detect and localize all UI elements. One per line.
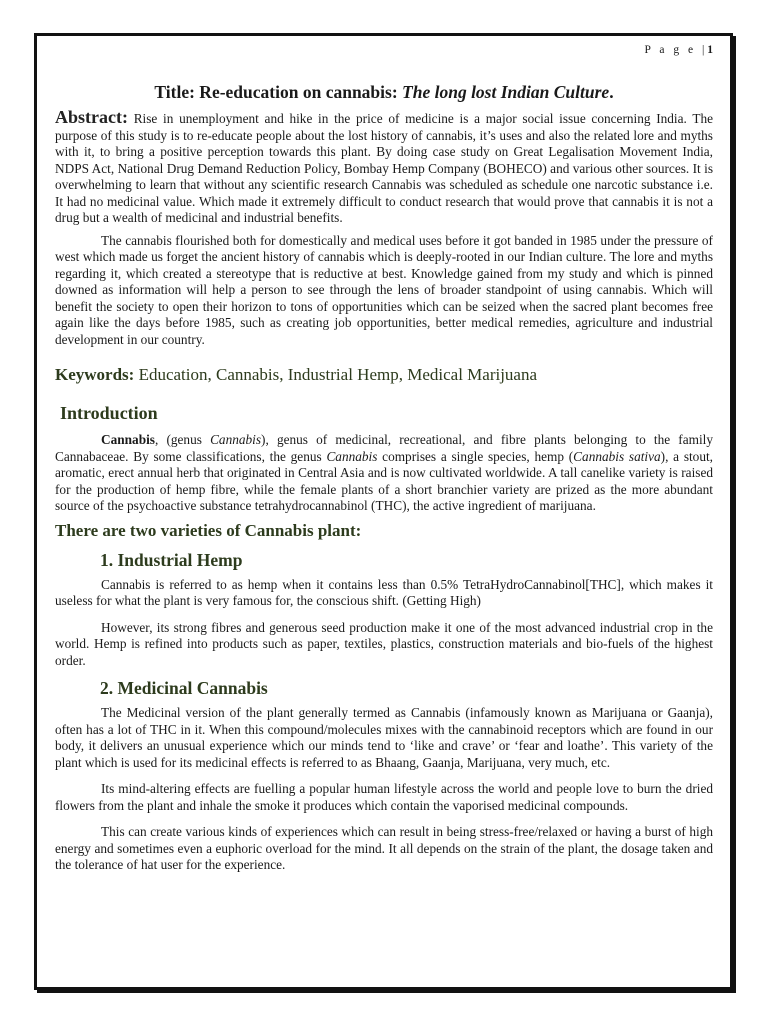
page-number-value: 1 bbox=[707, 44, 713, 56]
intro-text-1: , (genus bbox=[154, 432, 211, 447]
document-content bbox=[55, 40, 713, 874]
introduction-paragraph bbox=[55, 432, 713, 515]
title-plain: Title: Re-education on cannabis: bbox=[154, 82, 403, 102]
intro-genus-italic: Cannabis bbox=[210, 432, 262, 447]
industrial-hemp-paragraph-2: However, its strong fibres and generous seed production make it one of the most advanced industrial crop in the world. Hemp is refined into products such as paper, textiles, plastics, construction materials and bio-fuels of the highest order. bbox=[55, 619, 713, 668]
keywords-text: Education, Cannabis, Industrial Hemp, Medical Marijuana bbox=[134, 365, 538, 384]
document-title bbox=[55, 82, 713, 103]
medicinal-cannabis-paragraph-1: The Medicinal version of the plant generally termed as Cannabis (infamously known as Marijuana or Gaanja), often has a lot of THC in it. When this compound/molecules mixes with the cannabinoid receptors which are found in our body, it delivers an unusual experience which our minds tend to ‘like and crave’ or ‘fear and loathe’. This variety of the plant which is used for its medicinal effects is referred to as Bhaang, Gaanja, Marijuana, very much, etc. bbox=[55, 705, 713, 770]
industrial-hemp-paragraph-1: Cannabis is referred to as hemp when it contains less than 0.5% TetraHydroCannabinol[THC], which makes it useless for what the plant is very famous for, the conscious shift. (Getting High) bbox=[55, 576, 713, 608]
keywords-label: Keywords: bbox=[55, 365, 135, 384]
intro-text-3: comprises a single species, hemp ( bbox=[377, 448, 574, 464]
intro-cannabis-bold: Cannabis bbox=[101, 432, 155, 447]
medicinal-cannabis-paragraph-2: Its mind-altering effects are fuelling a popular human lifestyle across the world and people love to burn the dried flowers from the plant and inhale the smoke it produces which contain the vaporised medicinal compounds. bbox=[55, 781, 713, 813]
page-label: P a g e bbox=[644, 44, 697, 56]
medicinal-cannabis-heading: 2. Medicinal Cannabis bbox=[100, 678, 268, 698]
abstract-label: Abstract: bbox=[55, 107, 128, 127]
abstract-paragraph bbox=[55, 109, 713, 227]
keywords bbox=[55, 365, 713, 385]
intro-text-2: ), genus of medicinal, recreational, and fibre plants belonging to the family Cannabaceae. By some classifications, the genus bbox=[55, 432, 713, 464]
intro-text-4: ), a stout, aromatic, erect annual herb that originated in Central Asia and is now cultivated worldwide. A tall canelike variety is raised for the production of hemp fibre, while the female plants of a short branchier variety are prized as the more abundant source of the psychoactive substance tetrahydrocannabinol (THC), the active ingredient of marijuana. bbox=[55, 448, 714, 513]
title-italic: The long lost Indian Culture bbox=[402, 82, 610, 102]
abstract-paragraph-2: The cannabis flourished both for domestically and medical uses before it got banded in 1985 under the pressure of west which made us forget the ancient history of cannabis which is deeply-rooted in our Indian culture. The lore and myths regarding it, which created a stereotype that is reductive at best. Knowledge gained from my study and which is pinned downed as information will help a person to see through the lens of broader standpoint of using cannabis. Which will benefit the society to open their horizon to tons of opportunities which can be seized when the sacred plant becomes free again like the days before 1985, such as creating job opportunities, better medical remedies, agriculture and industrial development in our country. bbox=[55, 232, 713, 347]
intro-sativa-italic: Cannabis sativa bbox=[573, 448, 661, 464]
page-separator: | bbox=[701, 44, 708, 56]
varieties-heading: There are two varieties of Cannabis plant: bbox=[55, 520, 362, 540]
introduction-heading: Introduction bbox=[60, 403, 158, 423]
intro-cannabis-italic: Cannabis bbox=[326, 448, 378, 464]
medicinal-cannabis-paragraph-3: This can create various kinds of experiences which can result in being stress-free/relaxed or having a burst of high energy and sometimes even a euphoric overload for the mind. It all depends on the strain of the plant, the dosage taken and the tolerance of hat user for the experience. bbox=[55, 824, 713, 872]
industrial-hemp-heading: 1. Industrial Hemp bbox=[100, 549, 243, 570]
page-number bbox=[55, 44, 713, 60]
title-end: . bbox=[609, 82, 614, 102]
abstract-text: Rise in unemployment and hike in the price of medicine is a major social issue concerning India. The purpose of this study is to re-educate people about the lost history of cannabis, it’s uses and also the related lore and myths with it, to bring a positive perception towards this plant. By doing case study on Great Legalisation Movement India, NDPS Act, National Drug Demand Reduction Policy, Bombay Hemp Company (BOHECO) and various other sources. It is overwhelming to learn that without any scientific research Cannabis was scheduled as schedule one narcotic substance i.e. It had no medicinal value. Which made it extremely difficult to conduct research that would prove that cannabis it is not a drug but a wealth of medicinal and industrial benefits. bbox=[55, 111, 713, 225]
